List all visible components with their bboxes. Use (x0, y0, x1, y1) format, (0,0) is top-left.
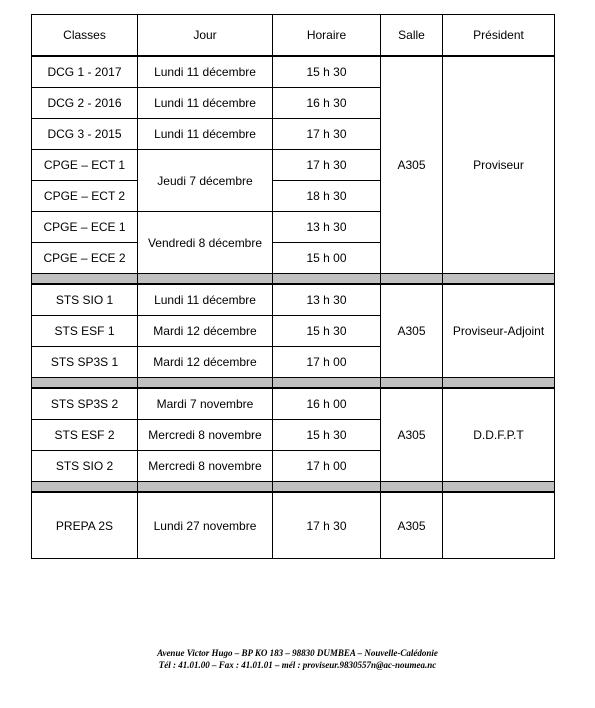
header-horaire: Horaire (273, 15, 381, 57)
footer-contact: Tél : 41.01.00 – Fax : 41.01.01 – mél : proviseur.9830557n@ac-noumea.nc (158, 660, 437, 670)
cell-president: Proviseur-Adjoint (443, 284, 555, 378)
footer-address: Avenue Victor Hugo – BP KO 183 – 98830 DUMBEA – Nouvelle-Calédonie (157, 648, 438, 658)
header-jour: Jour (138, 15, 273, 57)
cell-horaire: 18 h 30 (273, 181, 381, 212)
cell-classe: DCG 1 - 2017 (32, 56, 138, 88)
cell-classe: DCG 2 - 2016 (32, 88, 138, 119)
cell-horaire: 17 h 30 (273, 492, 381, 559)
cell-horaire: 15 h 30 (273, 420, 381, 451)
cell-horaire: 16 h 30 (273, 88, 381, 119)
cell-horaire: 13 h 30 (273, 212, 381, 243)
table-row (32, 56, 555, 88)
cell-horaire: 17 h 30 (273, 119, 381, 150)
cell-jour: Vendredi 8 décembre (138, 212, 273, 274)
cell-jour: Lundi 27 novembre (138, 492, 273, 559)
table-row (32, 284, 555, 316)
cell-president: D.D.F.P.T (443, 388, 555, 482)
cell-jour: Lundi 11 décembre (138, 284, 273, 316)
cell-classe: STS ESF 2 (32, 420, 138, 451)
cell-classe: STS SIO 1 (32, 284, 138, 316)
group-separator (32, 274, 555, 285)
cell-classe: CPGE – ECT 1 (32, 150, 138, 181)
cell-salle: A305 (381, 284, 443, 378)
header-classes: Classes (32, 15, 138, 57)
cell-classe: DCG 3 - 2015 (32, 119, 138, 150)
cell-horaire: 13 h 30 (273, 284, 381, 316)
cell-salle: A305 (381, 56, 443, 274)
header-salle: Salle (381, 15, 443, 57)
cell-jour: Mardi 12 décembre (138, 316, 273, 347)
header-president: Président (443, 15, 555, 57)
header-row (32, 15, 555, 57)
cell-classe: STS ESF 1 (32, 316, 138, 347)
cell-president: Proviseur (443, 56, 555, 274)
cell-horaire: 16 h 00 (273, 388, 381, 420)
cell-president (443, 492, 555, 559)
schedule-table (31, 14, 555, 559)
table-row (32, 492, 555, 559)
cell-salle: A305 (381, 492, 443, 559)
cell-horaire: 15 h 00 (273, 243, 381, 274)
group-separator (32, 378, 555, 389)
cell-jour: Mercredi 8 novembre (138, 420, 273, 451)
cell-jour: Lundi 11 décembre (138, 56, 273, 88)
cell-classe: PREPA 2S (32, 492, 138, 559)
cell-jour: Mercredi 8 novembre (138, 451, 273, 482)
cell-salle: A305 (381, 388, 443, 482)
cell-horaire: 17 h 00 (273, 347, 381, 378)
cell-classe: STS SIO 2 (32, 451, 138, 482)
cell-horaire: 15 h 30 (273, 56, 381, 88)
cell-horaire: 17 h 00 (273, 451, 381, 482)
cell-jour: Mardi 7 novembre (138, 388, 273, 420)
cell-classe: STS SP3S 2 (32, 388, 138, 420)
cell-classe: CPGE – ECT 2 (32, 181, 138, 212)
group-separator (32, 482, 555, 493)
cell-horaire: 17 h 30 (273, 150, 381, 181)
cell-jour: Jeudi 7 décembre (138, 150, 273, 212)
cell-jour: Lundi 11 décembre (138, 88, 273, 119)
cell-classe: STS SP3S 1 (32, 347, 138, 378)
table-row (32, 388, 555, 420)
cell-jour: Mardi 12 décembre (138, 347, 273, 378)
cell-horaire: 15 h 30 (273, 316, 381, 347)
cell-classe: CPGE – ECE 2 (32, 243, 138, 274)
cell-classe: CPGE – ECE 1 (32, 212, 138, 243)
cell-jour: Lundi 11 décembre (138, 119, 273, 150)
